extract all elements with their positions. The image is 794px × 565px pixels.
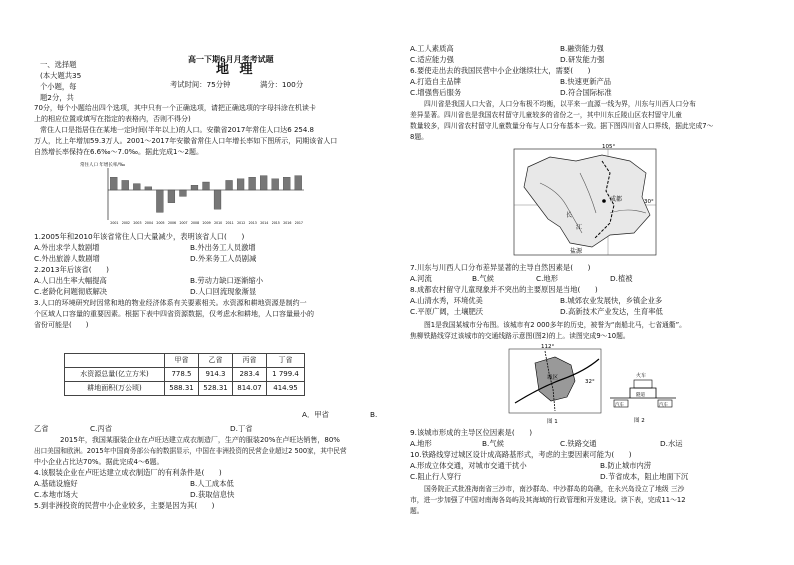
- chart-bar: [214, 190, 221, 209]
- option[interactable]: A.外出求学人数剧增: [34, 243, 100, 252]
- chart-bar: [295, 176, 302, 190]
- option[interactable]: A.基础设施好: [34, 479, 78, 488]
- map-longitude-label: 105°: [602, 144, 616, 150]
- table-cell: 814.07: [233, 382, 267, 396]
- question-2: 2.2013年后该省( ): [34, 265, 110, 274]
- passage-text: 市，进一步加强了中国对南海各岛屿及其海域的行政管理和开发建设。读下表，完成11～12: [410, 496, 686, 504]
- question-4: 4.该服装企业在卢旺达建立成衣制造厂的有利条件是( ): [34, 468, 222, 477]
- chart-tick-label: 2005: [156, 221, 165, 225]
- chart-bar: [283, 177, 290, 190]
- option[interactable]: D.人口回流现象渐显: [190, 287, 257, 296]
- table-header: 丁省: [267, 354, 305, 368]
- passage-text: 8题。: [410, 133, 428, 141]
- figure-1-lat-label: 32°: [585, 379, 595, 385]
- chart-bar: [168, 190, 175, 203]
- question-3-text: 个区域人口容量的重要因素。根据下表中四省资源数据，仅考虑水和耕地，人口容量最小的: [34, 310, 314, 318]
- growth-rate-chart: [80, 160, 310, 226]
- option[interactable]: C.外出旅游人数剧增: [34, 254, 100, 263]
- option[interactable]: C.老龄化问题彻底解决: [34, 287, 108, 296]
- table-header: 丙省: [233, 354, 267, 368]
- option[interactable]: D.高新技术产业发达，生育率低: [560, 307, 663, 316]
- chart-bar: [145, 187, 152, 190]
- table-header: 乙省: [199, 354, 233, 368]
- chart-bar: [179, 190, 186, 196]
- passage-text: 四川省是我国人口大省，人口分布极不均衡，以平来一直源一线为界，川东与川西人口分布: [424, 100, 696, 108]
- chart-tick-label: 2006: [167, 221, 177, 225]
- passage-text: 自然增长率保持在6.6‰～7.0‰。据此完成1～2题。: [34, 148, 203, 156]
- resource-table: [64, 353, 305, 396]
- chart-tick-label: 2013: [248, 221, 257, 225]
- option[interactable]: D.符合国际标准: [560, 88, 612, 97]
- table-cell: 588.31: [165, 382, 199, 396]
- passage-text: 国务院正式批准海南省三沙市，南沙群岛、中沙群岛的岛礁，在永兴岛设立了地级 三沙: [424, 485, 685, 493]
- figure-2-bus-label: 汽车: [659, 403, 668, 408]
- chart-tick-label: 2003: [133, 221, 142, 225]
- option[interactable]: A.工人素质高: [410, 44, 454, 53]
- option[interactable]: B.气候: [482, 439, 504, 448]
- option[interactable]: D.植被: [610, 274, 633, 283]
- figure-1-city-map: [505, 343, 605, 425]
- option[interactable]: C.增强售后服务: [410, 88, 462, 97]
- chart-bar: [226, 180, 233, 190]
- passage-text: 题。: [410, 507, 424, 515]
- option[interactable]: B.外出务工人员激增: [190, 243, 256, 252]
- table-header: [65, 354, 165, 368]
- chart-bar: [249, 177, 256, 190]
- chart-bar: [237, 179, 244, 190]
- chart-tick-label: 2015: [271, 221, 280, 225]
- chart-tick-label: 2007: [179, 221, 188, 225]
- section-note: 题2分，共: [40, 93, 74, 102]
- chart-tick-label: 2011: [225, 221, 234, 225]
- option[interactable]: C.地形: [536, 274, 559, 283]
- option[interactable]: C.本地市场大: [34, 490, 78, 499]
- question-6: 6.要使走出去的我国民营中小企业继续壮大，需要( ): [410, 66, 591, 75]
- chart-tick-label: 2004: [144, 221, 154, 225]
- section-note: 个小题，每: [40, 82, 77, 91]
- chart-tick-label: 2008: [191, 221, 200, 225]
- option[interactable]: B.: [370, 410, 378, 419]
- option[interactable]: B.快速更新产品: [560, 77, 612, 86]
- figure-2-road-label: 隧道: [636, 393, 645, 398]
- question-10: 10.铁路线穿过城区设计成高路基形式，考虑的主要因素可能为( ): [410, 450, 632, 459]
- table-cell: 耕地面积(万公顷): [65, 382, 165, 396]
- section-intro: 70分，每个小题给出四个选项，其中只有一个正确选项，请把正确选项的字母抖涂在机读卡: [34, 104, 316, 112]
- map-place-label: 盐源: [570, 248, 583, 255]
- table-cell: 414.95: [267, 382, 305, 396]
- option[interactable]: D.节省成本，阻止地面下沉: [600, 472, 689, 481]
- chart-bar: [122, 180, 129, 190]
- option[interactable]: A.人口出生率大幅提高: [34, 276, 107, 285]
- exam-time: 考试时间：75分钟: [170, 80, 231, 89]
- chart-tick-label: 2010: [214, 221, 223, 225]
- chart-bar: [133, 184, 140, 190]
- option[interactable]: C.丙省: [90, 424, 113, 433]
- passage-text: 图1是我国某城市分布图。该城市有2 000多年的历史，被誉为“南船北马，七省通衢”。: [424, 321, 686, 329]
- passage-text: 焦柳铁路线穿过该城市的交通线路示意图(图2)的上。读图完成9～10题。: [410, 332, 630, 340]
- passage-text: 万人，比上年增加59.3万人。2001～2017年安徽省常住人口年增长率如下图所示，同期该省人口: [34, 137, 338, 145]
- table-cell: 778.5: [165, 368, 199, 382]
- question-5: 5.到非洲投资的民营中小企业较多，主要是因为其( ): [34, 501, 215, 510]
- figure-2-transport-diagram: [608, 364, 678, 424]
- map-river-label: 长: [566, 212, 573, 219]
- table-cell: 1 799.4: [267, 368, 305, 382]
- question-9: 9.该城市形成的主导区位因素是( ): [410, 428, 533, 437]
- table-cell: 528.31: [199, 382, 233, 396]
- passage-text: 出口美国和欧洲。2015年中国商务部公布的数据显示，中国在非洲投资的民营企业超过2 500家，其中民营: [34, 447, 347, 455]
- chart-bar: [272, 179, 279, 190]
- passage-text: 2015年，我国某服装企业在卢旺达建立成衣制造厂，生产的服装20%在卢旺达销售，80%: [60, 436, 340, 444]
- question-3-text: 省份可能是( ): [34, 321, 89, 329]
- chart-tick-label: 2014: [260, 221, 269, 225]
- option[interactable]: B.劳动力缺口逐渐缩小: [190, 276, 263, 285]
- chart-tick-label: 2009: [202, 221, 211, 225]
- figure-1-caption: 图 1: [547, 419, 558, 425]
- figure-2-bus-label: 汽车: [615, 403, 624, 408]
- figure-2-train-label: 火车: [636, 373, 647, 379]
- question-8: 8.成都农村留守儿童现象并不突出的主要原因是当地( ): [410, 285, 598, 294]
- passage-text: 常住人口是指居住在某地一定时间(半年以上)的人口。安徽省2017年常住人口达6 254.8: [40, 126, 314, 134]
- option[interactable]: B.气候: [472, 274, 494, 283]
- question-3: 3.人口的环境研究时因常和地的物业经济体系有关要素相关。水资源和耕地资源是制约一: [34, 299, 307, 307]
- figure-1-city-label: 城区: [547, 375, 559, 381]
- option[interactable]: D.外来务工人员剧减: [190, 254, 257, 263]
- section-heading: 一、选择题: [40, 60, 77, 69]
- chart-tick-label: 2012: [237, 221, 246, 225]
- passage-text: 差异显著。四川省也是我国农村留守儿童较多的省份之一，其中川东丘陵山区农村留守儿童: [410, 111, 682, 119]
- option[interactable]: A．甲省: [302, 410, 329, 419]
- option[interactable]: 乙省: [34, 424, 49, 433]
- option[interactable]: B.城郊农业发展快，乡镇企业多: [560, 296, 663, 305]
- option[interactable]: C.适应能力强: [410, 55, 454, 64]
- section-note: (本大题共35: [40, 71, 82, 80]
- option[interactable]: A.地形: [410, 439, 432, 448]
- option[interactable]: B.防止城市内涝: [600, 461, 652, 470]
- subject-title: 地 理: [216, 62, 256, 77]
- map-city-label: 成都: [610, 196, 623, 203]
- map-river-label: 江: [576, 224, 583, 231]
- passage-text: 数量较多，四川省农村留守儿童数量分布与人口分布基本一致。据下图四川省人口界线，据此完成7～: [410, 122, 714, 130]
- exam-title: 高一下期6月月考考试题: [188, 54, 274, 64]
- map-latitude-label: 30°: [644, 199, 654, 205]
- option[interactable]: D.获取信息快: [190, 490, 235, 499]
- chart-tick-label: 2016: [283, 221, 292, 225]
- table-header: 甲省: [165, 354, 199, 368]
- option[interactable]: D.水运: [660, 439, 683, 448]
- question-7: 7.川东与川西人口分布差异显著的主导自然因素是( ): [410, 263, 591, 272]
- option[interactable]: D.丁省: [230, 424, 253, 433]
- passage-text: 中小企业占比达70%。据此完成4～6题。: [34, 458, 164, 466]
- chart-tick-label: 2002: [121, 221, 130, 225]
- option[interactable]: A.河流: [410, 274, 432, 283]
- chart-bar: [260, 176, 267, 190]
- sichuan-map: [510, 143, 660, 261]
- option[interactable]: D.研发能力强: [560, 55, 605, 64]
- option[interactable]: A.山清水秀，环境优美: [410, 296, 483, 305]
- chart-bar: [203, 182, 210, 190]
- table-cell: 283.4: [233, 368, 267, 382]
- figure-1-lon-label: 112°: [541, 344, 555, 350]
- question-1: 1.2005年和2010年该省常住人口大量减少，表明该省人口( ): [34, 232, 245, 241]
- option[interactable]: A.形成立体交通，对城市交通干扰小: [410, 461, 527, 470]
- chart-tick-label: 2017: [294, 221, 303, 225]
- figure-2-caption: 图 2: [634, 418, 645, 424]
- option[interactable]: C.平原广阔，土壤肥沃: [410, 307, 484, 316]
- option[interactable]: A.打造自主品牌: [410, 77, 461, 86]
- chart-ylabel: 常住人口 年增长率/‰: [80, 163, 125, 168]
- chart-bar: [191, 185, 198, 190]
- chart-bar: [110, 177, 117, 190]
- chart-tick-label: 2001: [110, 221, 119, 225]
- option[interactable]: C.阻止行人穿行: [410, 472, 462, 481]
- option[interactable]: C.铁路交通: [560, 439, 597, 448]
- table-cell: 水资源总量(亿立方米): [65, 368, 165, 382]
- table-cell: 914.3: [199, 368, 233, 382]
- exam-score: 满分：100分: [260, 80, 304, 89]
- section-intro: 上的相应位置或填写在指定的表格内，否则不得分): [34, 115, 191, 123]
- chart-bar: [156, 190, 163, 212]
- option[interactable]: B.人工成本低: [190, 479, 234, 488]
- option[interactable]: B.融资能力强: [560, 44, 604, 53]
